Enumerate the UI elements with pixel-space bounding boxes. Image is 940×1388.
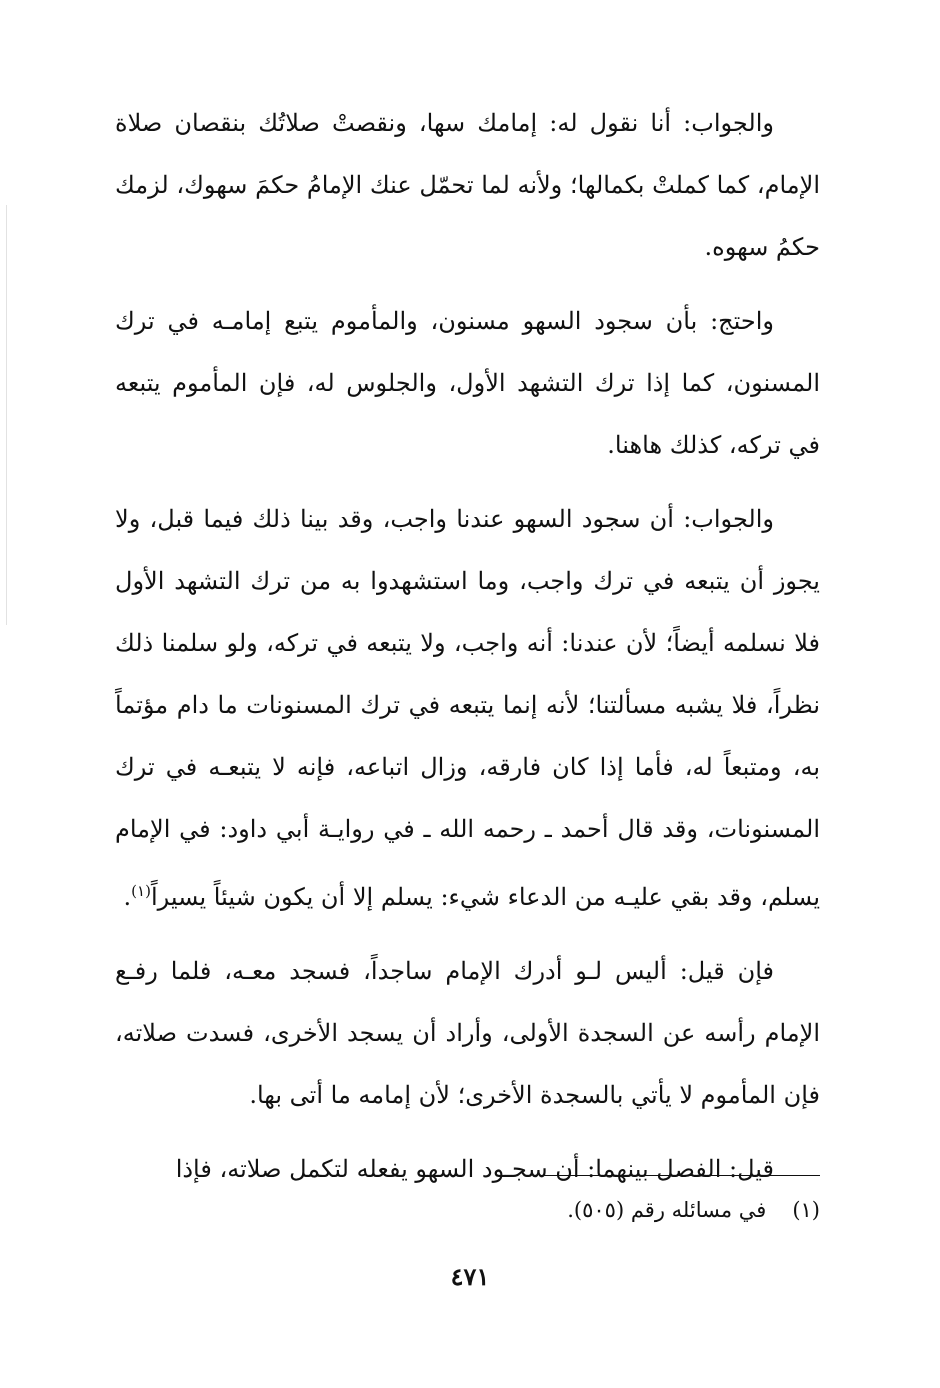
paragraph-3: [115, 488, 820, 928]
paragraph-4: فإن قيل: أليس لـو أدرك الإمام ساجداً، فسجد معـه، فلما رفـع الإمام رأسه عن السجدة الأولى، وأراد أن يسجد الأخرى، فسدت صلاته، فإن المأموم لا يأتي بالسجدة الأخرى؛ لأن إمامه ما أتى بها.: [115, 957, 820, 1109]
footnote-number: (١): [792, 1198, 820, 1222]
paragraph-1: والجواب: أنا نقول له: إمامك سها، ونقصتْ صلاتُك بنقصان صلاة الإمام، كما كملتْ بكمالها؛ ولأنه لما تحمّل عنك الإمامُ حكمَ سهوك، لزمك حكمُ سهوه.: [115, 109, 820, 261]
paragraph-3-end: .: [123, 883, 132, 911]
footnote: [420, 1195, 820, 1225]
main-text: [115, 92, 820, 1212]
paragraph-3-text: والجواب: أن سجود السهو عندنا واجب، وقد بينا ذلك فيما قبل، ولا يجوز أن يتبعه في ترك واجب، وما استشهدوا به من ترك التشهد الأول فلا نسلمه أيضاً؛ لأن عندنا: أنه واجب، ولا يتبعه في تركه، ولو سلمنا ذلك نظراً، فلا يشبه مسألتنا؛ لأنه إنما يتبعه في ترك المسنونات ما دام مؤتماً به، ومتبعاً له، فأما إذا كان فارقه، وزال اتباعه، فإنه لا يتبعـه في ترك المسنونات، وقد قال أحمد ـ رحمه الله ـ في روايـة أبي داود: في الإمام يسلم، وقد بقي عليـه من الدعاء شيء: يسلم إلا أن يكون شيئاً يسيراً: [115, 505, 820, 911]
paragraph-5: قيل: الفصل بينهما: أن سجـود السهو يفعله لتكمل صلاته، فإذا: [175, 1155, 774, 1183]
footnote-text: في مسائله رقم (٥٠٥).: [567, 1198, 767, 1222]
page-number: ٤٧١: [450, 1262, 490, 1291]
footnote-separator: [540, 1175, 820, 1176]
footnote-reference[interactable]: (١): [131, 882, 151, 900]
scan-edge-mark: [6, 205, 7, 625]
paragraph-2: واحتج: بأن سجود السهو مسنون، والمأموم يتبع إمامـه في ترك المسنون، كما إذا ترك التشهد الأول، والجلوس له، فإن المأموم يتبعه في تركه، كذلك هاهنا.: [115, 307, 820, 459]
